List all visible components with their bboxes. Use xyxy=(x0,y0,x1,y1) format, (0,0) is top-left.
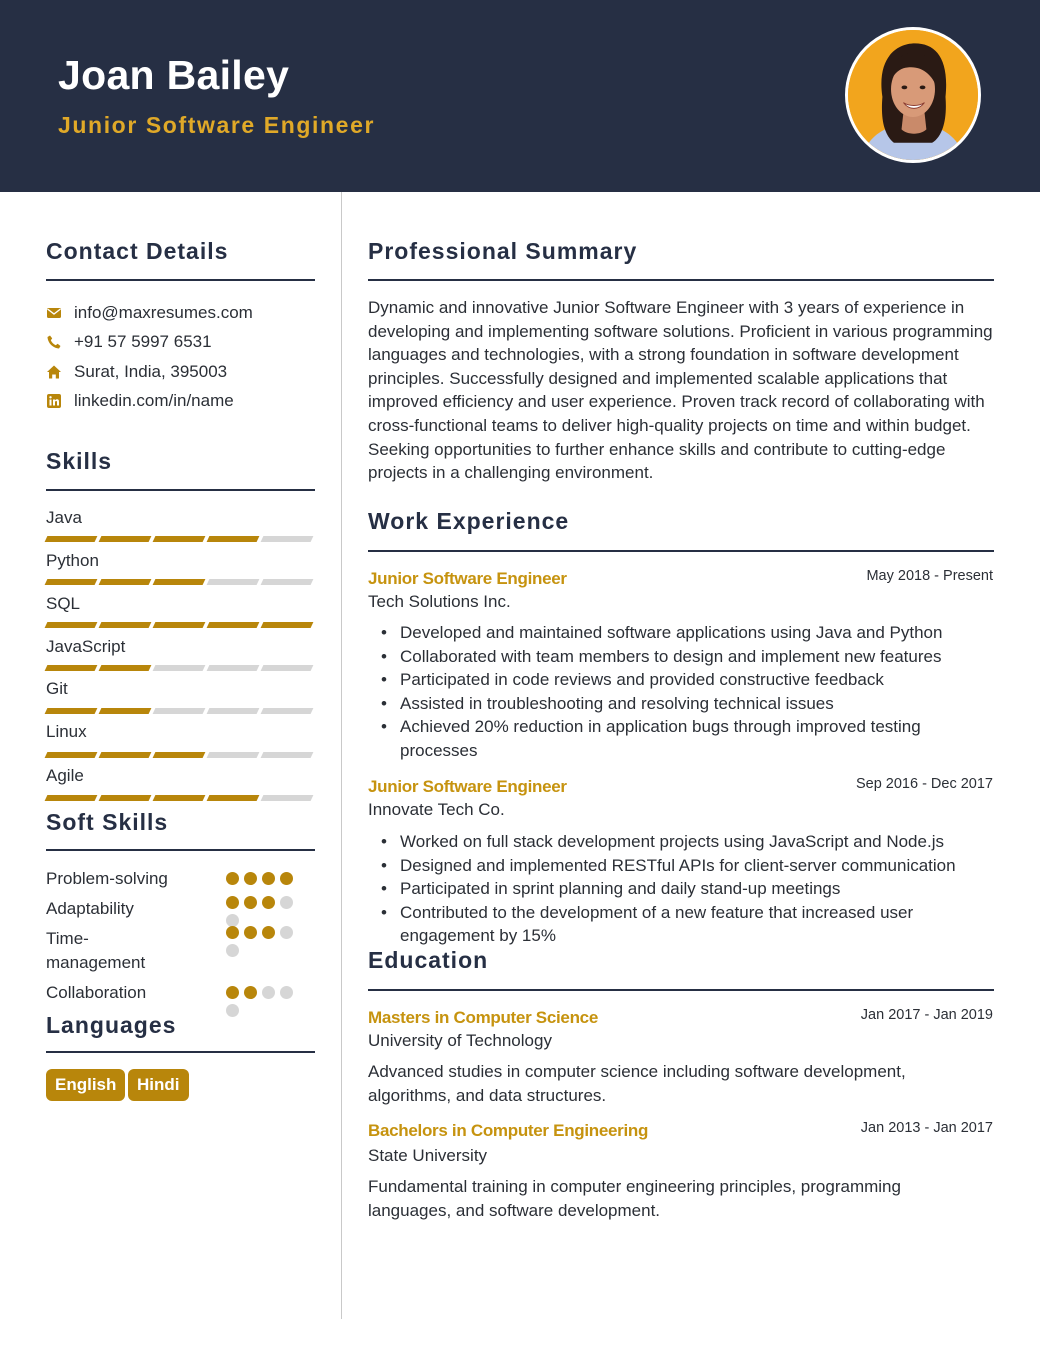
skill-name: SQL xyxy=(46,594,81,613)
skill-name: Agile xyxy=(46,766,84,785)
rating-dot-filled xyxy=(244,896,257,909)
skill-segment-filled xyxy=(45,795,98,801)
rating-dot-filled xyxy=(226,872,239,885)
skill-level-bar xyxy=(46,708,312,714)
resume-header xyxy=(0,0,1040,192)
skill-name: Java xyxy=(46,508,82,527)
degree-description: Fundamental training in computer engineering principles, programming languages, and software development. xyxy=(368,1177,901,1220)
job-dates: May 2018 - Present xyxy=(866,568,993,584)
soft-skills-rule xyxy=(46,849,315,851)
skill-segment-filled xyxy=(207,795,260,801)
skill-segment-filled xyxy=(153,622,206,628)
rating-dot-filled xyxy=(226,926,239,939)
rating-dot-filled xyxy=(244,872,257,885)
rating-dot-filled xyxy=(262,872,275,885)
skill-segment-empty xyxy=(153,665,206,671)
languages-heading: Languages xyxy=(46,1012,177,1038)
skill-level-bar xyxy=(46,579,312,585)
skill-segment-empty xyxy=(261,795,314,801)
contact-address-text: Surat, India, 395003 xyxy=(74,362,228,381)
degree-dates: Jan 2013 - Jan 2017 xyxy=(860,1120,993,1136)
envelope-icon xyxy=(46,305,62,321)
summary-text: Dynamic and innovative Junior Software Engineer with 3 years of experience in developing and implementing software solutions. Proficient in various programming languages and technologies, with a strong foundation in software development principles. Successfully designed and implemented scalable applications that improved efficiency and user experience. Proven track record of collaborating with cross-functional teams to deliver high-quality projects on time and within budget. Seeking opportunities to further enhance skills and contribute to cutting-edge projects in a challenging environment. xyxy=(368,298,993,483)
skill-level-bar xyxy=(46,622,312,628)
soft-skill-rating xyxy=(226,872,298,885)
skills-heading: Skills xyxy=(46,448,113,474)
skill-segment-empty xyxy=(207,708,260,714)
job-bullet: • Contributed to the development of a new feature that increased user engagement by 15% xyxy=(400,901,960,948)
rating-dot-empty xyxy=(280,926,293,939)
skill-segment-filled xyxy=(45,752,98,758)
job-bullet: • Achieved 20% reduction in application bugs through improved testing processes xyxy=(400,715,960,762)
experience-heading: Work Experience xyxy=(368,508,570,534)
soft-skill-name: Problem-solving xyxy=(46,869,168,888)
skill-segment-filled xyxy=(45,622,98,628)
degree-title: Masters in Computer Science xyxy=(368,1008,598,1027)
skill-segment-filled xyxy=(153,536,206,542)
skill-segment-filled xyxy=(99,752,152,758)
summary-rule xyxy=(368,279,994,281)
languages-rule xyxy=(46,1051,315,1053)
skill-level-bar xyxy=(46,665,312,671)
soft-skill-name: Adaptability xyxy=(46,899,134,918)
rating-dot-empty xyxy=(280,986,293,999)
rating-dot-filled xyxy=(244,926,257,939)
column-divider xyxy=(341,192,342,1319)
rating-dot-filled xyxy=(244,986,257,999)
rating-dot-filled xyxy=(226,896,239,909)
skill-segment-filled xyxy=(153,579,206,585)
rating-dot-filled xyxy=(262,896,275,909)
skill-segment-filled xyxy=(99,579,152,585)
soft-skill-name: Time-management xyxy=(46,929,146,972)
soft-skills-heading: Soft Skills xyxy=(46,809,169,835)
rating-dot-filled xyxy=(280,872,293,885)
skill-segment-empty xyxy=(261,536,314,542)
job-title: Junior Software Engineer xyxy=(368,569,567,588)
skill-segment-empty xyxy=(261,708,314,714)
avatar xyxy=(845,27,981,163)
job-bullet: • Participated in sprint planning and daily stand-up meetings xyxy=(400,877,1000,901)
experience-rule xyxy=(368,550,994,552)
language-badge: English xyxy=(46,1069,125,1101)
skill-segment-filled xyxy=(99,536,152,542)
skill-level-bar xyxy=(46,536,312,542)
skill-segment-filled xyxy=(45,579,98,585)
skills-rule xyxy=(46,489,315,491)
skill-level-bar xyxy=(46,752,312,758)
skill-segment-empty xyxy=(261,752,314,758)
education-rule xyxy=(368,989,994,991)
candidate-name: Joan Bailey xyxy=(58,52,290,98)
candidate-title: Junior Software Engineer xyxy=(58,112,376,138)
skill-segment-empty xyxy=(261,579,314,585)
job-bullet: • Designed and implemented RESTful APIs for client-server communication xyxy=(400,854,1000,878)
skill-name: Git xyxy=(46,679,68,698)
job-bullet: • Collaborated with team members to design and implement new features xyxy=(400,645,1000,669)
education-heading: Education xyxy=(368,947,489,973)
rating-dot-empty xyxy=(226,944,239,957)
skill-segment-empty xyxy=(261,665,314,671)
job-dates: Sep 2016 - Dec 2017 xyxy=(855,776,993,792)
soft-skill-name: Collaboration xyxy=(46,983,147,1002)
profile-photo xyxy=(848,30,978,160)
skill-segment-filled xyxy=(207,536,260,542)
soft-skill-rating xyxy=(226,986,298,1017)
skill-segment-empty xyxy=(207,579,260,585)
contact-email-text: info@maxresumes.com xyxy=(74,303,253,322)
rating-dot-filled xyxy=(226,986,239,999)
skill-segment-filled xyxy=(99,795,152,801)
skill-segment-filled xyxy=(99,665,152,671)
job-bullet: • Participated in code reviews and provided constructive feedback xyxy=(400,668,1000,692)
job-company: Tech Solutions Inc. xyxy=(368,592,511,611)
contact-phone-text: +91 57 5997 6531 xyxy=(74,332,212,351)
contact-rule xyxy=(46,279,315,281)
phone-icon xyxy=(46,334,62,350)
skill-level-bar xyxy=(46,795,312,801)
job-bullet: • Developed and maintained software applications using Java and Python xyxy=(400,621,1000,645)
linkedin-icon xyxy=(46,393,62,409)
contact-address xyxy=(46,360,227,384)
job-bullet: • Assisted in troubleshooting and resolving technical issues xyxy=(400,692,1000,716)
skill-segment-empty xyxy=(207,752,260,758)
skill-segment-empty xyxy=(207,665,260,671)
degree-description: Advanced studies in computer science including software development, algorithms, and data structures. xyxy=(368,1062,906,1105)
rating-dot-empty xyxy=(280,896,293,909)
contact-phone[interactable] xyxy=(46,330,212,354)
skill-segment-filled xyxy=(99,622,152,628)
skill-segment-filled xyxy=(45,536,98,542)
soft-skill-rating xyxy=(226,926,298,957)
rating-dot-empty xyxy=(262,986,275,999)
soft-skill-rating xyxy=(226,896,298,927)
job-bullet: • Worked on full stack development projects using JavaScript and Node.js xyxy=(400,830,1000,854)
summary-heading: Professional Summary xyxy=(368,238,638,264)
skill-segment-filled xyxy=(153,752,206,758)
job-title: Junior Software Engineer xyxy=(368,777,567,796)
language-badge: Hindi xyxy=(128,1069,189,1101)
rating-dot-filled xyxy=(262,926,275,939)
skill-name: JavaScript xyxy=(46,637,126,656)
contact-linkedin[interactable] xyxy=(46,389,234,413)
skill-name: Python xyxy=(46,551,99,570)
contact-heading: Contact Details xyxy=(46,238,229,264)
degree-dates: Jan 2017 - Jan 2019 xyxy=(860,1007,993,1023)
contact-linkedin-text: linkedin.com/in/name xyxy=(74,391,234,410)
skill-segment-filled xyxy=(45,665,98,671)
skill-segment-filled xyxy=(153,795,206,801)
job-company: Innovate Tech Co. xyxy=(368,800,505,819)
skill-segment-filled xyxy=(45,708,98,714)
rating-dot-empty xyxy=(226,1004,239,1017)
degree-title: Bachelors in Computer Engineering xyxy=(368,1121,649,1140)
skill-segment-filled xyxy=(207,622,260,628)
skill-name: Linux xyxy=(46,722,87,741)
school-name: State University xyxy=(368,1146,488,1165)
skill-segment-filled xyxy=(261,622,314,628)
home-icon xyxy=(46,364,62,380)
job-bullet-list xyxy=(400,621,1000,763)
skill-segment-empty xyxy=(153,708,206,714)
school-name: University of Technology xyxy=(368,1031,552,1050)
skill-segment-filled xyxy=(99,708,152,714)
contact-email[interactable] xyxy=(46,301,253,325)
job-bullet-list xyxy=(400,830,1000,948)
